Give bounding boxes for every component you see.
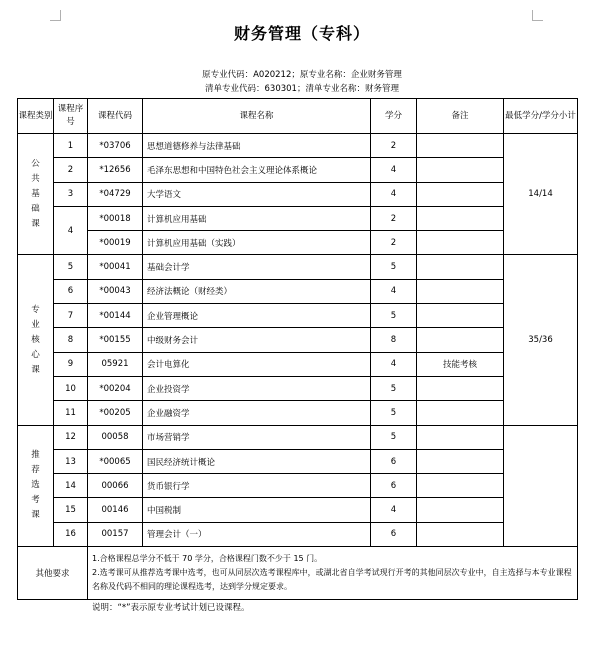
requirement-line-2: 2.选考课可从推荐选考课中选考，也可从同层次选考课程库中，或湖北省自学考试现行开考的其他同层次专业中，自主选择与本专业课程名称及代码不相同的理论课程选考，达到学分规定要求。	[92, 568, 572, 592]
credit-cell: 5	[371, 425, 417, 449]
remark-cell	[417, 304, 504, 328]
seq-cell: 12	[54, 425, 88, 449]
table-row	[18, 255, 578, 279]
code-cell: 00066	[88, 474, 143, 498]
table-row	[18, 279, 578, 303]
table-row	[18, 401, 578, 425]
seq-cell: 6	[54, 279, 88, 303]
seq-cell: 8	[54, 328, 88, 352]
page-title: 财务管理（专科）	[233, 24, 370, 43]
credit-cell: 5	[371, 255, 417, 279]
seq-cell: 11	[54, 401, 88, 425]
header-min-credit: 最低学分/学分小计	[504, 99, 578, 134]
table-row	[18, 425, 578, 449]
remark-cell	[417, 182, 504, 206]
course-name-cell: 计算机应用基础（实践）	[143, 231, 371, 255]
seq-cell: 15	[54, 498, 88, 522]
table-row	[18, 231, 578, 255]
course-name-cell: 国民经济统计概论	[143, 449, 371, 473]
course-name-cell: 企业管理概论	[143, 304, 371, 328]
remark-cell	[417, 449, 504, 473]
code-cell: 00058	[88, 425, 143, 449]
header-name: 课程名称	[143, 99, 371, 134]
remark-cell	[417, 328, 504, 352]
course-name-cell: 基础会计学	[143, 255, 371, 279]
code-cell: *00018	[88, 206, 143, 230]
other-requirements-text	[88, 547, 578, 600]
original-major-line: 原专业代码：A020212；原专业名称：企业财务管理	[202, 70, 402, 80]
course-name-cell: 企业融资学	[143, 401, 371, 425]
category-cell: 推 荐 选 考 课	[18, 425, 54, 546]
other-requirements-row	[18, 547, 578, 600]
table-row	[18, 474, 578, 498]
category-cell: 专 业 核 心 课	[18, 255, 54, 425]
seq-cell: 16	[54, 522, 88, 546]
code-cell: *03706	[88, 134, 143, 158]
course-name-cell: 企业投资学	[143, 376, 371, 400]
header-credit: 学分	[371, 99, 417, 134]
code-cell: 05921	[88, 352, 143, 376]
credit-cell: 4	[371, 498, 417, 522]
code-cell: *04729	[88, 182, 143, 206]
remark-cell: 技能考核	[417, 352, 504, 376]
footnote: 说明：“*”表示原专业考试计划已设课程。	[92, 603, 250, 613]
code-cell: *00043	[88, 279, 143, 303]
credit-cell: 6	[371, 474, 417, 498]
code-cell: *12656	[88, 158, 143, 182]
code-cell: *00065	[88, 449, 143, 473]
table-row	[18, 182, 578, 206]
remark-cell	[417, 231, 504, 255]
remark-cell	[417, 522, 504, 546]
code-cell: *00041	[88, 255, 143, 279]
table-row	[18, 522, 578, 546]
list-major-line: 清单专业代码：630301；清单专业名称：财务管理	[205, 84, 399, 94]
remark-cell	[417, 255, 504, 279]
seq-cell: 9	[54, 352, 88, 376]
remark-cell	[417, 206, 504, 230]
credit-cell: 8	[371, 328, 417, 352]
remark-cell	[417, 279, 504, 303]
code-cell: *00155	[88, 328, 143, 352]
header-category: 课程类别	[18, 99, 54, 134]
seq-cell: 1	[54, 134, 88, 158]
remark-cell	[417, 134, 504, 158]
table-row	[18, 352, 578, 376]
remark-cell	[417, 376, 504, 400]
table-row	[18, 206, 578, 230]
credit-cell: 2	[371, 134, 417, 158]
course-name-cell: 中国税制	[143, 498, 371, 522]
table-row	[18, 328, 578, 352]
course-name-cell: 市场营销学	[143, 425, 371, 449]
credit-cell: 4	[371, 279, 417, 303]
subtotal-cell: 14/14	[504, 134, 578, 255]
course-name-cell: 经济法概论（财经类）	[143, 279, 371, 303]
seq-cell: 3	[54, 182, 88, 206]
table-row	[18, 304, 578, 328]
credit-cell: 5	[371, 401, 417, 425]
header-remark: 备注	[417, 99, 504, 134]
seq-cell: 5	[54, 255, 88, 279]
remark-cell	[417, 498, 504, 522]
other-requirements-label: 其他要求	[18, 547, 88, 600]
seq-cell: 2	[54, 158, 88, 182]
remark-cell	[417, 474, 504, 498]
code-cell: *00144	[88, 304, 143, 328]
table-row	[18, 158, 578, 182]
credit-cell: 5	[371, 304, 417, 328]
table-row	[18, 134, 578, 158]
credit-cell: 4	[371, 352, 417, 376]
course-table	[17, 98, 578, 600]
credit-cell: 2	[371, 231, 417, 255]
course-name-cell: 思想道德修养与法律基础	[143, 134, 371, 158]
remark-cell	[417, 401, 504, 425]
course-name-cell: 大学语文	[143, 182, 371, 206]
course-name-cell: 货币银行学	[143, 474, 371, 498]
corner-mark-right	[532, 10, 543, 21]
remark-cell	[417, 158, 504, 182]
table-row	[18, 449, 578, 473]
seq-cell: 14	[54, 474, 88, 498]
code-cell: 00157	[88, 522, 143, 546]
table-row	[18, 498, 578, 522]
course-name-cell: 计算机应用基础	[143, 206, 371, 230]
seq-cell: 4	[54, 206, 88, 255]
credit-cell: 4	[371, 182, 417, 206]
header-seq: 课程序号	[54, 99, 88, 134]
course-name-cell: 中级财务会计	[143, 328, 371, 352]
seq-cell: 7	[54, 304, 88, 328]
code-cell: *00205	[88, 401, 143, 425]
code-cell: *00204	[88, 376, 143, 400]
course-name-cell: 管理会计（一）	[143, 522, 371, 546]
credit-cell: 6	[371, 522, 417, 546]
requirement-line-1: 1.合格课程总学分不低于 70 学分，合格课程门数不少于 15 门。	[92, 554, 323, 564]
seq-cell: 13	[54, 449, 88, 473]
code-cell: 00146	[88, 498, 143, 522]
credit-cell: 2	[371, 206, 417, 230]
course-name-cell: 毛泽东思想和中国特色社会主义理论体系概论	[143, 158, 371, 182]
credit-cell: 5	[371, 376, 417, 400]
credit-cell: 6	[371, 449, 417, 473]
credit-cell: 4	[371, 158, 417, 182]
table-header-row	[18, 99, 578, 134]
corner-mark-left	[50, 10, 61, 21]
code-cell: *00019	[88, 231, 143, 255]
course-name-cell: 会计电算化	[143, 352, 371, 376]
header-code: 课程代码	[88, 99, 143, 134]
table-row	[18, 376, 578, 400]
seq-cell: 10	[54, 376, 88, 400]
subtotal-cell: 35/36	[504, 255, 578, 425]
remark-cell	[417, 425, 504, 449]
subtotal-cell	[504, 425, 578, 546]
category-cell: 公 共 基 础 课	[18, 134, 54, 255]
